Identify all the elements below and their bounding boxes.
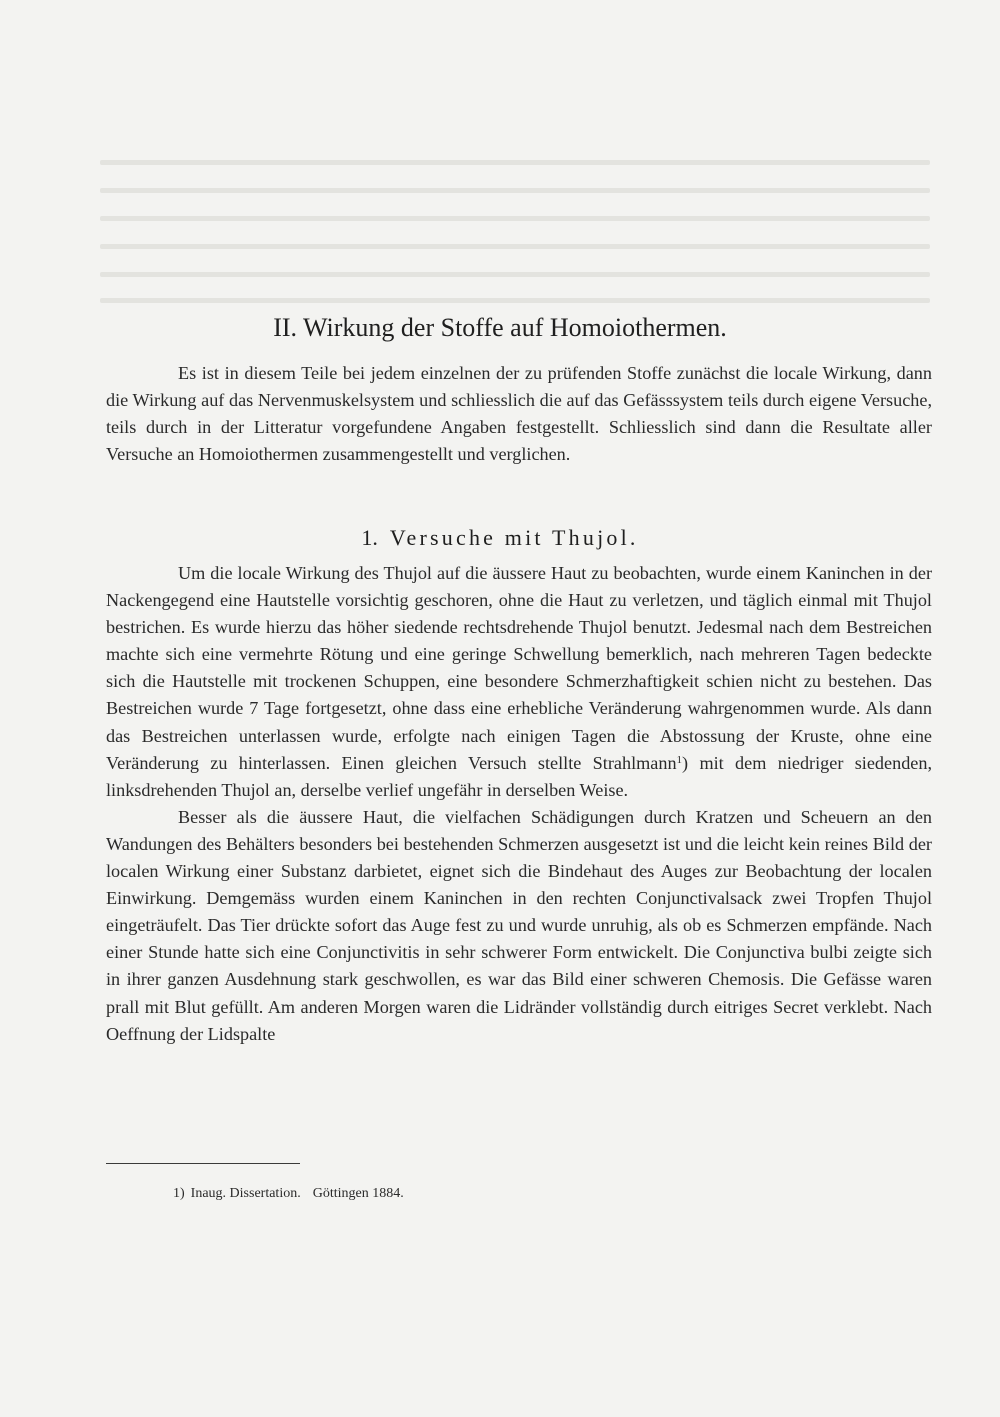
intro-paragraph: Es ist in diesem Teile bei jedem einzelnen der zu prüfenden Stoffe zunächst die locale Wirkung, dann die Wirkung auf das Nervenmuskelsystem und schliesslich die auf das Gefässsystem teils durch eigene Versuche, teils durch in der Litteratur vorgefundene Angaben festgestellt. Schliesslich sind dann die Resultate aller Versuche an Homoiothermen zusammengestellt und verglichen. xyxy=(106,363,932,465)
show-through-line xyxy=(100,272,930,277)
footnote-source: Inaug. Dissertation. xyxy=(190,1186,301,1201)
section-heading: II. Wirkung der Stoffe auf Homoiothermen. xyxy=(273,313,727,342)
footnote-rule xyxy=(106,1163,300,1164)
show-through-line xyxy=(100,160,930,165)
subsection-number: 1. xyxy=(361,525,378,550)
subsection-heading xyxy=(0,524,1000,552)
body-block xyxy=(106,560,932,1048)
footnote-mark: 1) xyxy=(173,1186,185,1201)
paragraph-locale-wirkung-haut xyxy=(106,560,932,804)
footnote-reference: 1 xyxy=(676,753,683,766)
show-through-line xyxy=(100,188,930,193)
show-through-line xyxy=(100,244,930,249)
paragraph-bindehaut: Besser als die äussere Haut, die vielfachen Schädigungen durch Kratzen und Scheuern an den Wandungen des Behälters besonders bei bestehenden Schmerzen ausgesetzt ist und die leicht kein reines Bild der localen Wirkung einer Substanz darbietet, eignet sich die Bindehaut des Auges zur Beobachtung der localen Einwirkung. Demgemäss wurden einem Kaninchen in den rechten Conjunctivalsack zwei Tropfen Thujol eingeträufelt. Das Tier drückte sofort das Auge fest zu und wurde unruhig, als ob es Schmerzen empfände. Nach einer Stunde hatte sich eine Conjunctivitis in sehr schwerer Form entwickelt. Die Conjunctiva bulbi zeigte sich in ihrer ganzen Ausdehnung stark geschwollen, es war das Bild einer schweren Chemosis. Die Gefässe waren prall mit Blut gefüllt. Am anderen Morgen waren die Lidränder vollständig durch eitriges Secret verklebt. Nach Oeffnung der Lidspalte xyxy=(106,806,932,1044)
show-through-line xyxy=(100,216,930,221)
paragraph-text: ) mit dem niedriger siedenden, linksdrehenden Thujol an, derselbe verlief ungefähr in derselben Weise. xyxy=(106,752,932,800)
paragraph-text: Um die locale Wirkung des Thujol auf die äussere Haut zu beobachten, wurde einem Kaninchen in der Nackengegend eine Hautstelle vorsichtig geschoren, ohne die Haut zu verletzen, und täglich einmal mit Thujol bestrichen. Es wurde hierzu das höher siedende rechtsdrehende Thujol benutzt. Jedesmal nach dem Bestreichen machte sich eine vermehrte Rötung und eine geringe Schwellung bemerklich, nach mehreren Tagen bedeckte sich die Hautstelle mit trockenen Schuppen, eine besondere Schmerzhaftigkeit schien nicht zu bestehen. Das Bestreichen wurde 7 Tage fortgesetzt, ohne dass eine erhebliche Veränderung wahrgenommen wurde. Als dann das Bestreichen unterlassen wurde, erfolgte nach einigen Tagen die Abstossung der Kruste, ohne eine Veränderung zu hinterlassen. Einen gleichen Versuch stellte Strahlmann xyxy=(106,563,932,773)
intro-block xyxy=(106,360,932,468)
subsection-title: Versuche mit Thujol. xyxy=(389,525,639,550)
footnote xyxy=(173,1185,404,1203)
footnote-place-year: Göttingen 1884. xyxy=(312,1186,404,1201)
show-through-line xyxy=(100,298,930,303)
